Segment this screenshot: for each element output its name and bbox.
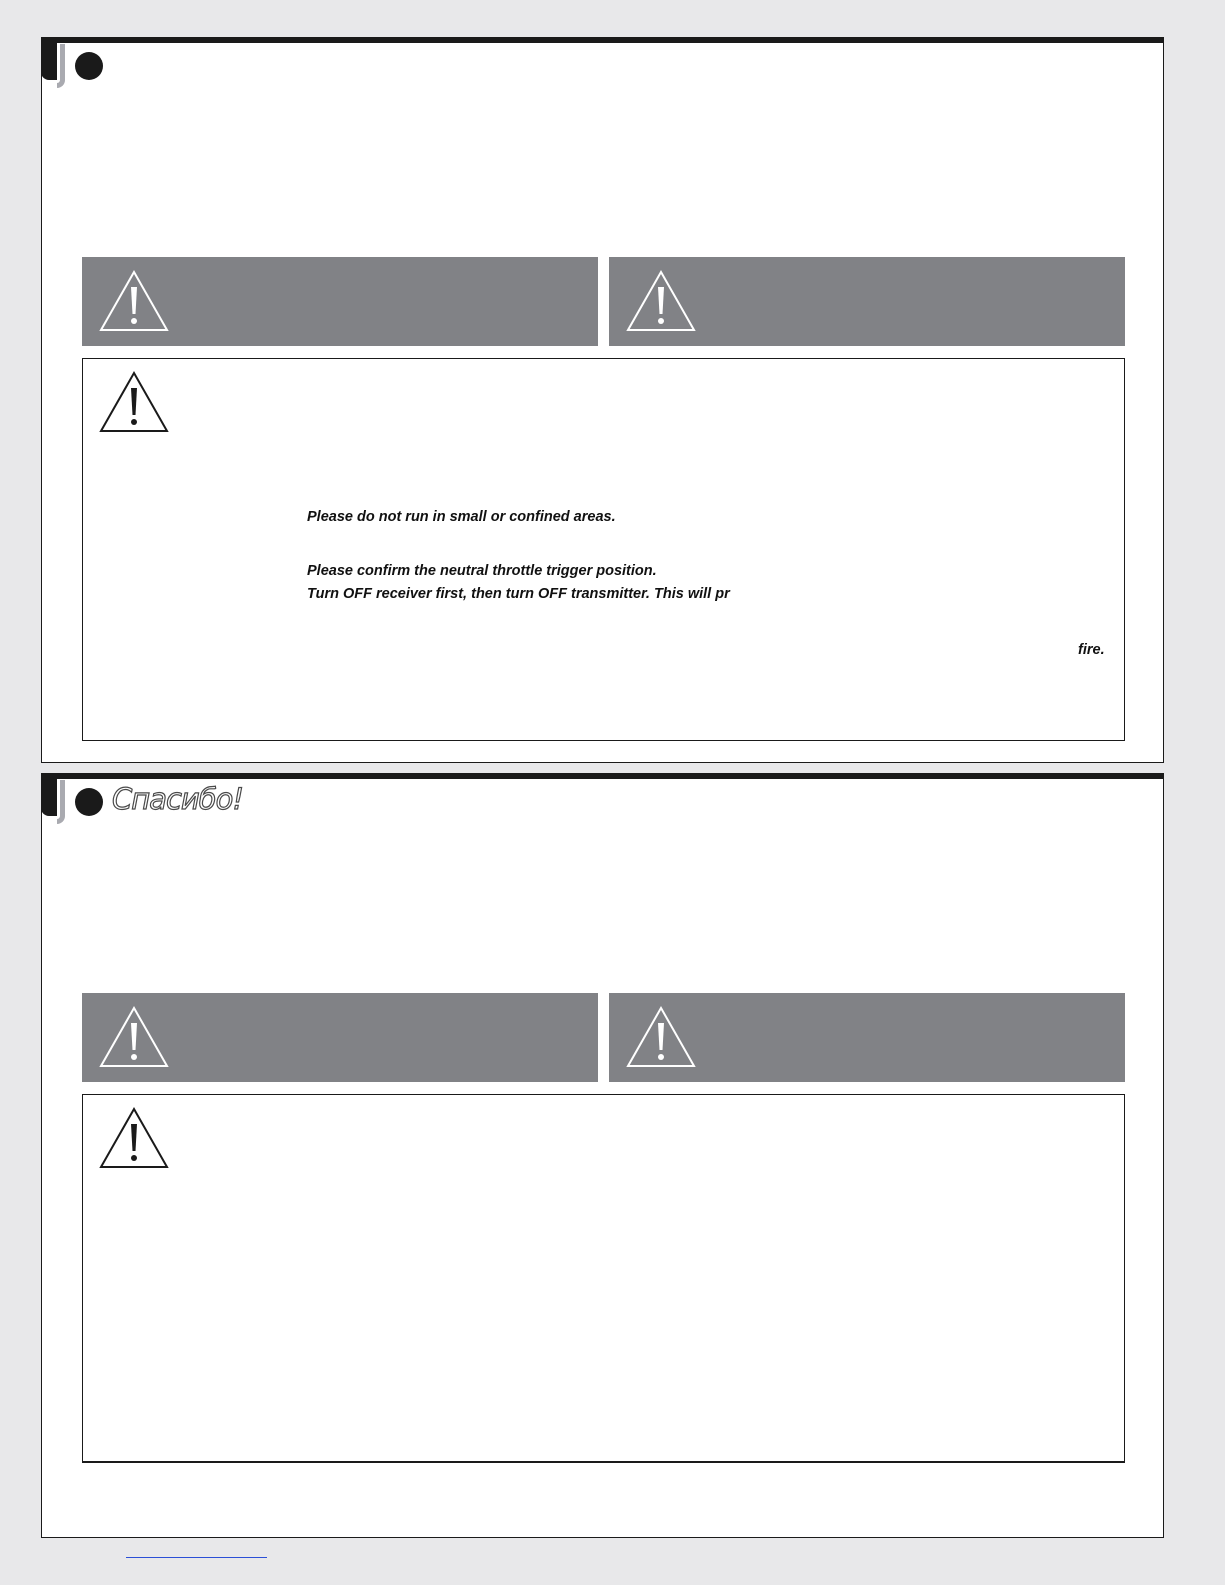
section-russian	[41, 773, 1164, 1538]
safety-line-neutral: Please confirm the neutral throttle trigger position.	[307, 563, 657, 579]
section-bullet-circle	[75, 788, 103, 816]
warning-box-right	[609, 993, 1125, 1082]
warning-triangle-icon	[98, 1005, 170, 1069]
safety-precautions-box	[82, 358, 1125, 741]
warning-box-left	[82, 993, 598, 1082]
warning-triangle-icon	[98, 269, 170, 333]
warning-triangle-icon	[625, 1005, 697, 1069]
section-tab-accent	[57, 44, 65, 88]
section-tab-marker	[41, 38, 57, 80]
section-tab-marker	[41, 774, 57, 816]
warning-box-right	[609, 257, 1125, 346]
warning-triangle-icon	[625, 269, 697, 333]
safety-precautions-box	[82, 1094, 1125, 1463]
warning-triangle-icon	[98, 370, 170, 434]
section-bullet-circle	[75, 52, 103, 80]
footer-link-underline[interactable]	[126, 1557, 267, 1558]
section-title: Спасибо!	[112, 782, 244, 816]
safety-line-power-off: Turn OFF receiver first, then turn OFF transmitter. This will pr	[307, 586, 730, 602]
warning-triangle-icon	[98, 1106, 170, 1170]
safety-line-fire: fire.	[1078, 642, 1105, 658]
section-tab-accent	[57, 780, 65, 824]
section-english	[41, 37, 1164, 763]
warning-box-left	[82, 257, 598, 346]
safety-line-confined: Please do not run in small or confined areas.	[307, 509, 616, 525]
